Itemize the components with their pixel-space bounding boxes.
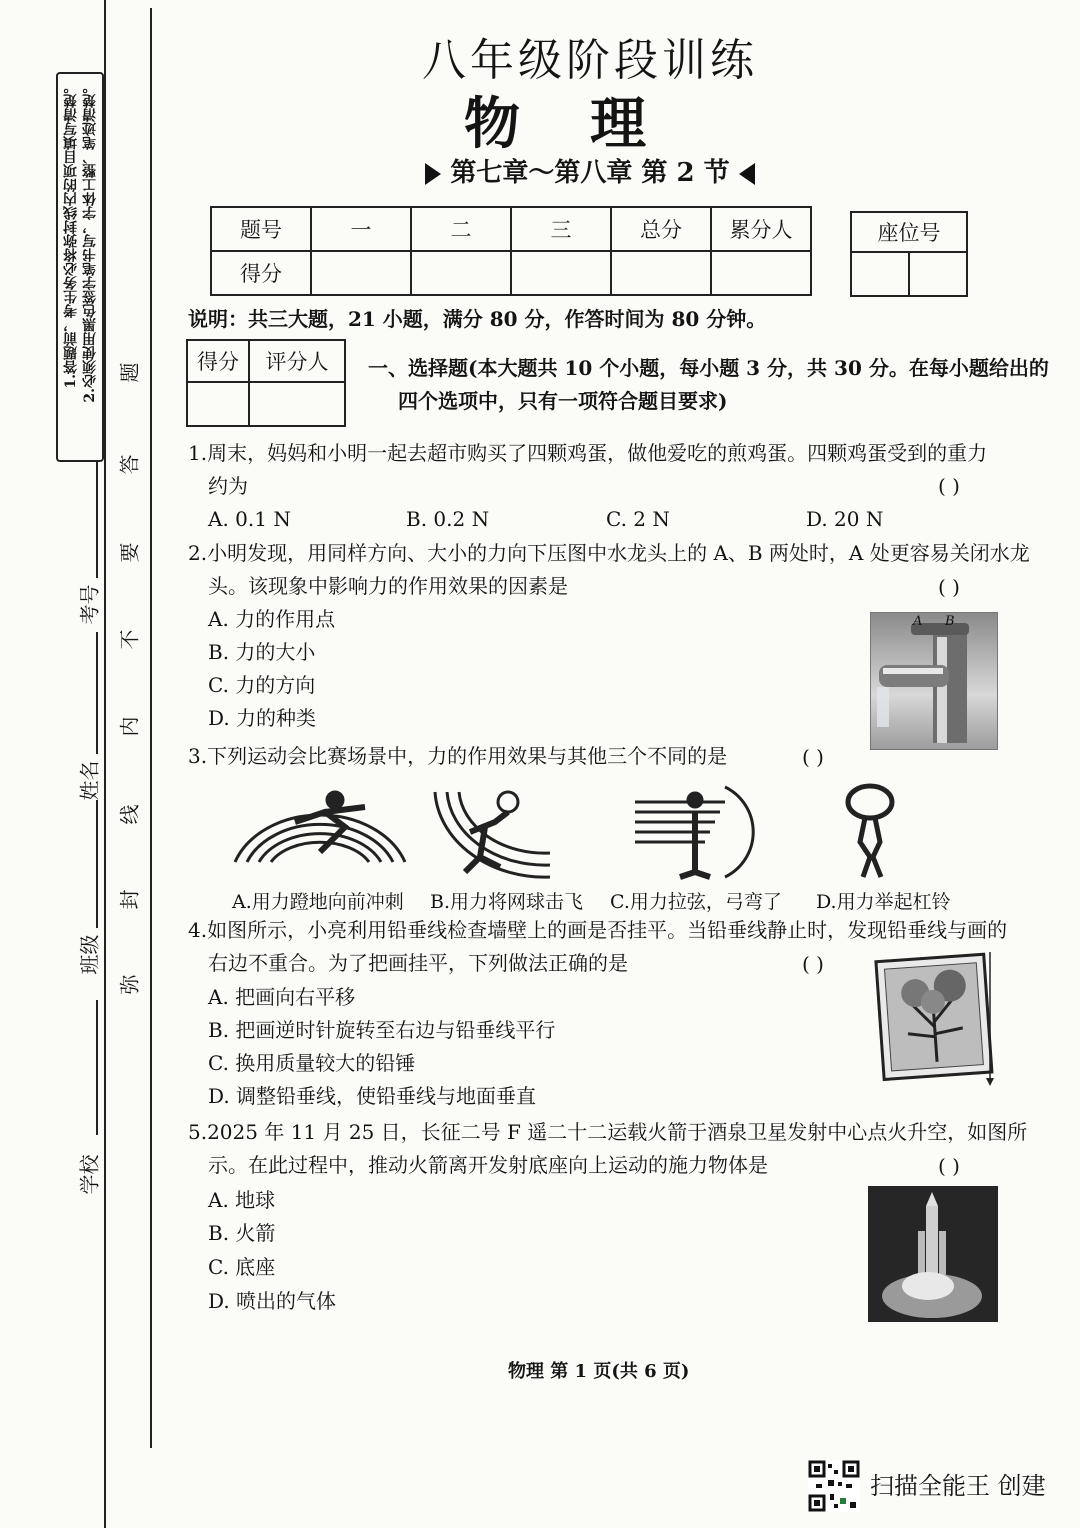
- q2-option-d[interactable]: D. 力的种类: [208, 706, 317, 730]
- q1-option-c[interactable]: C. 2 N: [606, 507, 670, 531]
- field-exam-no-line: [96, 462, 98, 578]
- q1-line1: 1.周末，妈妈和小明一起去超市购买了四颗鸡蛋，做他爱吃的煎鸡蛋。四颗鸡蛋受到的重力: [188, 441, 988, 465]
- section1-line1: 一、选择题(本大题共 10 个小题，每小题 3 分，共 30 分。在每小题给出的: [368, 356, 1049, 380]
- score-cell: [611, 251, 711, 295]
- score-header-no: 题号: [211, 207, 311, 251]
- seat-cell: [851, 252, 909, 296]
- q1-line2: 约为: [208, 474, 248, 498]
- q3-option-c[interactable]: C.用力拉弦，弓弯了: [610, 891, 782, 913]
- score-cell: [411, 251, 511, 295]
- field-school: 学校: [77, 1154, 102, 1195]
- seat-label: 座位号: [851, 212, 967, 252]
- q2-answer-paren[interactable]: ( ): [938, 575, 960, 599]
- score-cell: [311, 251, 411, 295]
- seal-char-8: 题: [117, 362, 142, 383]
- score-header-3: 三: [511, 207, 611, 251]
- q5-option-a[interactable]: A. 地球: [208, 1188, 276, 1212]
- tennis-pictogram-icon: [435, 792, 550, 877]
- faucet-label-b: B: [945, 614, 955, 629]
- score-cell: [511, 251, 611, 295]
- grader-cell: [249, 382, 345, 426]
- field-class-line: [96, 800, 98, 928]
- field-class: 班级: [77, 934, 102, 975]
- q1-option-b[interactable]: B. 0.2 N: [406, 507, 490, 531]
- q1-option-a[interactable]: A. 0.1 N: [208, 507, 291, 531]
- q4-option-a[interactable]: A. 把画向右平移: [208, 985, 356, 1009]
- field-exam-no: 考号: [77, 584, 102, 625]
- score-cell: [711, 251, 811, 295]
- seal-char-3: 线: [117, 804, 142, 825]
- page-title: 八年级阶段训练: [422, 35, 758, 86]
- q4-option-b[interactable]: B. 把画逆时针旋转至右边与铅垂线平行: [208, 1018, 556, 1042]
- grader-table: [186, 339, 346, 427]
- grader-cell: [187, 382, 249, 426]
- score-header-accum: 累分人: [711, 207, 811, 251]
- q5-line1: 5.2025 年 11 月 25 日，长征二号 F 遥二十二运载火箭于酒泉卫星发射中心点火升空，如图所: [188, 1120, 1028, 1144]
- instructions: 说明：共三大题，21 小题，满分 80 分，作答时间为 80 分钟。: [188, 307, 767, 331]
- faucet-image: [870, 612, 998, 750]
- q4-option-d[interactable]: D. 调整铅垂线，使铅垂线与地面垂直: [208, 1084, 537, 1108]
- q2-option-a[interactable]: A. 力的作用点: [208, 607, 336, 631]
- field-name-line: [96, 632, 98, 754]
- score-table: [210, 206, 812, 296]
- scanner-watermark: 扫描全能王 创建: [870, 1472, 1046, 1500]
- triangle-right-icon: [425, 163, 441, 185]
- chapter-scope-text: 第七章～第八章 第 2 节: [450, 158, 730, 188]
- q3-option-d[interactable]: D.用力举起杠铃: [816, 891, 951, 913]
- binding-line-inner: [150, 8, 152, 1448]
- page-footer: 物理 第 1 页(共 6 页): [508, 1361, 690, 1382]
- q4-line2: 右边不重合。为了把画挂平，下列做法正确的是: [208, 951, 628, 975]
- q2-line1: 2.小明发现，用同样方向、大小的力向下压图中水龙头上的 A、B 两处时，A 处更容易关闭水龙: [188, 541, 1030, 565]
- q3-option-a[interactable]: A.用力蹬地向前冲刺: [232, 891, 404, 913]
- faucet-label-a: A: [913, 614, 923, 629]
- seal-char-4: 内: [117, 716, 142, 737]
- score-header-1: 一: [311, 207, 411, 251]
- q5-line2: 示。在此过程中，推动火箭离开发射底座向上运动的施力物体是: [208, 1153, 768, 1177]
- q5-option-c[interactable]: C. 底座: [208, 1255, 276, 1279]
- q3-pictograms: [225, 782, 925, 882]
- painting-plumb-image: [872, 952, 998, 1088]
- seal-char-6: 要: [117, 542, 142, 563]
- score-row-label: 得分: [211, 251, 311, 295]
- q1-answer-paren[interactable]: ( ): [938, 474, 960, 498]
- chapter-scope: [0, 152, 1080, 189]
- q2-line2: 头。该现象中影响力的作用效果的因素是: [208, 574, 568, 598]
- field-name: 姓名: [77, 760, 102, 801]
- faucet-icon: [871, 613, 997, 749]
- seat-cell: [909, 252, 967, 296]
- q3-option-b[interactable]: B.用力将网球击飞: [430, 891, 584, 913]
- seal-char-7: 答: [117, 454, 142, 475]
- sprint-pictogram-icon: [235, 792, 405, 862]
- archery-pictogram-icon: [635, 787, 753, 877]
- q2-option-b[interactable]: B. 力的大小: [208, 640, 316, 664]
- triangle-left-icon: [739, 163, 755, 185]
- weightlifting-pictogram-icon: [848, 786, 892, 877]
- score-header-total: 总分: [611, 207, 711, 251]
- score-header-2: 二: [411, 207, 511, 251]
- q4-answer-paren[interactable]: ( ): [802, 952, 824, 976]
- q5-answer-paren[interactable]: ( ): [938, 1154, 960, 1178]
- section1-line2: 四个选项中，只有一项符合题目要求): [398, 389, 728, 413]
- subject-title: 物理: [464, 91, 716, 157]
- qr-code-icon: [808, 1460, 860, 1512]
- q3-answer-paren[interactable]: ( ): [802, 745, 824, 769]
- q5-option-d[interactable]: D. 喷出的气体: [208, 1289, 337, 1313]
- rocket-launch-image: [868, 1186, 998, 1322]
- q4-line1: 4.如图所示，小亮利用铅垂线检查墙壁上的画是否挂平。当铅垂线静止时，发现铅垂线与画的: [188, 918, 1008, 942]
- seat-table: [850, 211, 968, 297]
- binding-line-outer: [104, 0, 106, 1528]
- field-school-line: [96, 1000, 98, 1135]
- q1-option-d[interactable]: D. 20 N: [806, 507, 884, 531]
- grader-score-label: 得分: [187, 340, 249, 382]
- q2-option-c[interactable]: C. 力的方向: [208, 673, 316, 697]
- notice-line-1: 1.答题前，考生务必将弥封线内的项目填写清楚。: [63, 80, 79, 389]
- seal-char-1: 弥: [117, 974, 142, 995]
- grader-name-label: 评分人: [249, 340, 345, 382]
- seal-char-2: 封: [117, 889, 142, 910]
- seal-char-5: 不: [117, 629, 142, 650]
- q5-option-b[interactable]: B. 火箭: [208, 1221, 276, 1245]
- notice-line-2: 2.必须使用黑色签字笔书写，字体工整、笔迹清楚。: [82, 80, 98, 403]
- q3-line1: 3.下列运动会比赛场景中，力的作用效果与其他三个不同的是: [188, 744, 728, 768]
- q4-option-c[interactable]: C. 换用质量较大的铅锤: [208, 1051, 416, 1075]
